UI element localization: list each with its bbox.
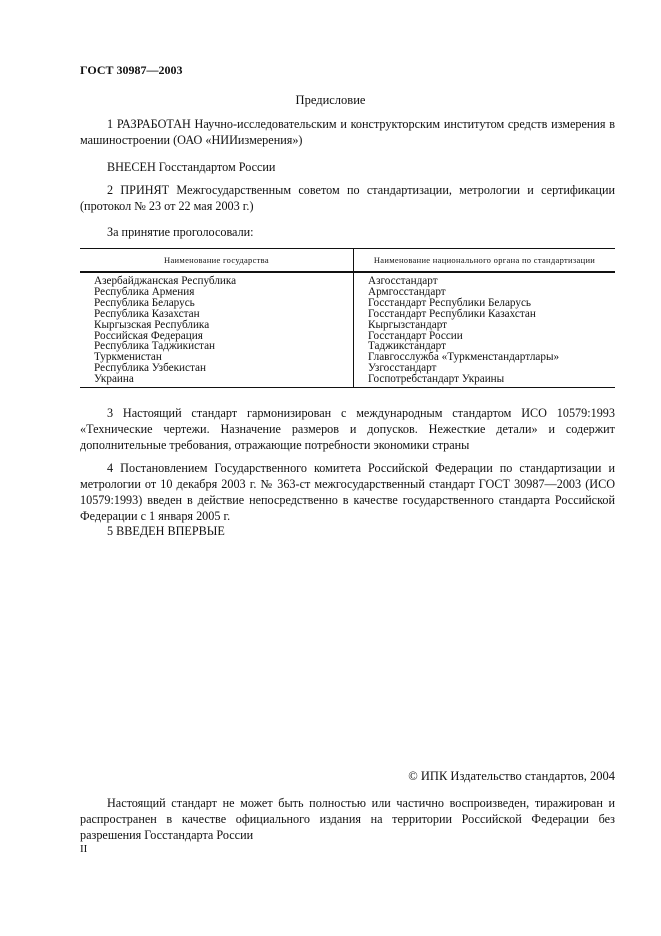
standards-body-name: Госстандарт Республики Казахстан [368, 307, 536, 320]
table-header-state: Наименование государства [80, 249, 354, 273]
standards-body-name: Армгосстандарт [368, 285, 446, 298]
standards-body-name: Госстандарт Республики Беларусь [368, 296, 532, 309]
standards-body-name: Кыргызстандарт [368, 318, 448, 331]
standards-body-name: Госстандарт России [368, 329, 463, 342]
standards-body-name: Главгосслужба «Туркменстандартлары» [368, 351, 560, 364]
paragraph-introduced: ВНЕСЕН Госстандартом России [107, 160, 276, 174]
copyright-notice: © ИПК Издательство стандартов, 2004 [408, 769, 615, 783]
state-name: Республика Беларусь [94, 296, 195, 309]
standards-body-name: Госпотребстандарт Украины [368, 373, 505, 386]
bodies-column [354, 272, 616, 388]
paragraph-resolution: 4 Постановлением Государственного комитета Российской Федерации по стандартизации и метрологии от 10 декабря 2003 г. № 363-ст межгосударственный стандарт ГОСТ 30987—2003 (ИСО 10579:1993) введен в действие непосредственно в качестве государственного стандарта Российской Федерации с 1 января 2005 г. [80, 461, 615, 523]
page-number: II [80, 843, 88, 855]
standards-body-name: Азгосстандарт [368, 275, 438, 287]
state-name: Азербайджанская Республика [94, 275, 237, 287]
state-name: Украина [94, 373, 134, 386]
state-name: Республика Казахстан [94, 307, 200, 320]
states-column [80, 272, 354, 388]
paragraph-voted: За принятие проголосовали: [107, 225, 254, 239]
state-name: Кыргызская Республика [94, 318, 210, 331]
state-name: Туркменистан [94, 351, 162, 364]
state-name: Республика Армения [94, 285, 195, 298]
section-title: Предисловие [295, 93, 366, 107]
state-name: Республика Таджикистан [94, 340, 216, 353]
standards-body-name: Узгосстандарт [368, 362, 437, 375]
paragraph-harmonized: 3 Настоящий стандарт гармонизирован с международным стандартом ИСО 10579:1993 «Технические чертежи. Назначение размеров и допусков. Нежесткие детали» и содержит дополнительные требования, отражающие потребности экономики страны [80, 406, 615, 452]
table-row [80, 272, 615, 388]
paragraph-first-time: 5 ВВЕДЕН ВПЕРВЫЕ [107, 524, 225, 538]
state-name: Республика Узбекистан [94, 362, 206, 375]
paragraph-developed: 1 РАЗРАБОТАН Научно-исследовательским и конструкторским институтом средств измерения в машиностроении (ОАО «НИИизмерения») [80, 117, 615, 147]
state-name: Российская Федерация [94, 329, 203, 342]
standards-body-name: Таджикстандарт [368, 340, 447, 353]
reproduction-notice: Настоящий стандарт не может быть полностью или частично воспроизведен, тиражирован и распространен в качестве официального издания на территории Российской Федерации без разрешения Госстандарта России [80, 796, 615, 842]
table-header-body: Наименование национального органа по стандартизации [354, 249, 616, 273]
document-code-header: ГОСТ 30987—2003 [80, 63, 183, 77]
voting-states-table [80, 248, 615, 388]
paragraph-accepted: 2 ПРИНЯТ Межгосударственным советом по стандартизации, метрологии и сертификации (протокол № 23 от 22 мая 2003 г.) [80, 183, 615, 213]
